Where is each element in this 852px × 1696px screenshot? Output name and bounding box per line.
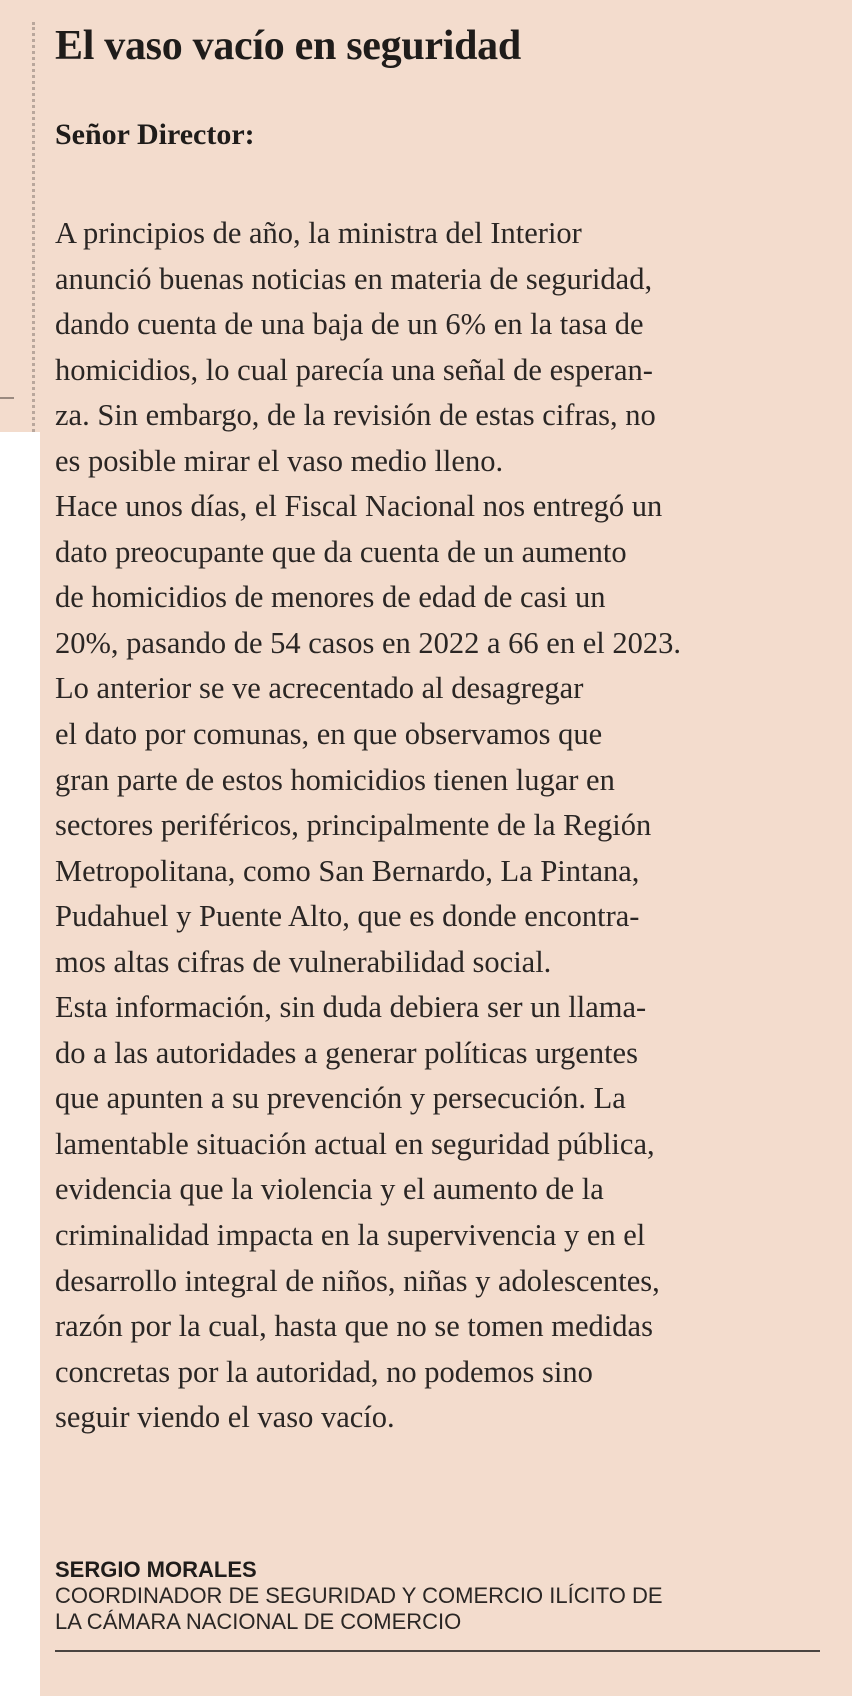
headline: El vaso vacío en seguridad xyxy=(55,23,521,69)
body-line: que apunten a su prevención y persecución. La xyxy=(55,1081,626,1116)
body-line: evidencia que la violencia y el aumento de la xyxy=(55,1172,604,1207)
body-line: dando cuenta de una baja de un 6% en la tasa de xyxy=(55,307,644,342)
body-line: Hace unos días, el Fiscal Nacional nos entregó un xyxy=(55,489,663,524)
author-role-line: LA CÁMARA NACIONAL DE COMERCIO xyxy=(55,1609,462,1634)
body-line: dato preocupante que da cuenta de un aumento xyxy=(55,534,627,569)
body-line: do a las autoridades a generar políticas urgentes xyxy=(55,1035,638,1070)
body-line: sectores periféricos, principalmente de la Región xyxy=(55,808,652,843)
dotted-column-rule xyxy=(32,22,35,432)
body-line: 20%, pasando de 54 casos en 2022 a 66 en el 2023. xyxy=(55,625,681,660)
body-line: desarrollo integral de niños, niñas y adolescentes, xyxy=(55,1263,660,1298)
body-line: gran parte de estos homicidios tienen lugar en xyxy=(55,762,615,797)
body-line: homicidios, lo cual parecía una señal de esperan- xyxy=(55,352,653,387)
signature-block xyxy=(55,1557,663,1635)
body-line: lamentable situación actual en seguridad pública, xyxy=(55,1126,655,1161)
body-line: mos altas cifras de vulnerabilidad social. xyxy=(55,944,552,979)
body-line: seguir viendo el vaso vacío. xyxy=(55,1400,395,1435)
letter-article xyxy=(40,0,852,1696)
left-margin-blank xyxy=(0,432,40,1696)
body-line: concretas por la autoridad, no podemos sino xyxy=(55,1354,593,1389)
bottom-divider xyxy=(55,1650,820,1652)
body-line: A principios de año, la ministra del Interior xyxy=(55,216,582,250)
body-line: Pudahuel y Puente Alto, que es donde encontra- xyxy=(55,899,640,934)
body-line: za. Sin embargo, de la revisión de estas cifras, no xyxy=(55,398,656,433)
body-line: criminalidad impacta en la supervivencia y en el xyxy=(55,1218,646,1253)
salutation: Señor Director: xyxy=(55,118,255,151)
body-line: Metropolitana, como San Bernardo, La Pintana, xyxy=(55,853,640,888)
author-role-line: COORDINADOR DE SEGURIDAD Y COMERCIO ILÍCITO DE xyxy=(55,1583,663,1608)
body-line: es posible mirar el vaso medio lleno. xyxy=(55,443,504,478)
margin-tick-mark xyxy=(0,397,14,399)
body-line: de homicidios de menores de edad de casi un xyxy=(55,580,606,615)
letter-body xyxy=(55,211,835,1441)
body-line: Lo anterior se ve acrecentado al desagregar xyxy=(55,671,584,706)
body-line: Esta información, sin duda debiera ser un llama- xyxy=(55,990,647,1025)
body-line: anunció buenas noticias en materia de seguridad, xyxy=(55,261,653,296)
author-name: SERGIO MORALES xyxy=(55,1557,257,1582)
body-line: el dato por comunas, en que observamos que xyxy=(55,717,603,752)
body-line: razón por la cual, hasta que no se tomen medidas xyxy=(55,1309,653,1344)
